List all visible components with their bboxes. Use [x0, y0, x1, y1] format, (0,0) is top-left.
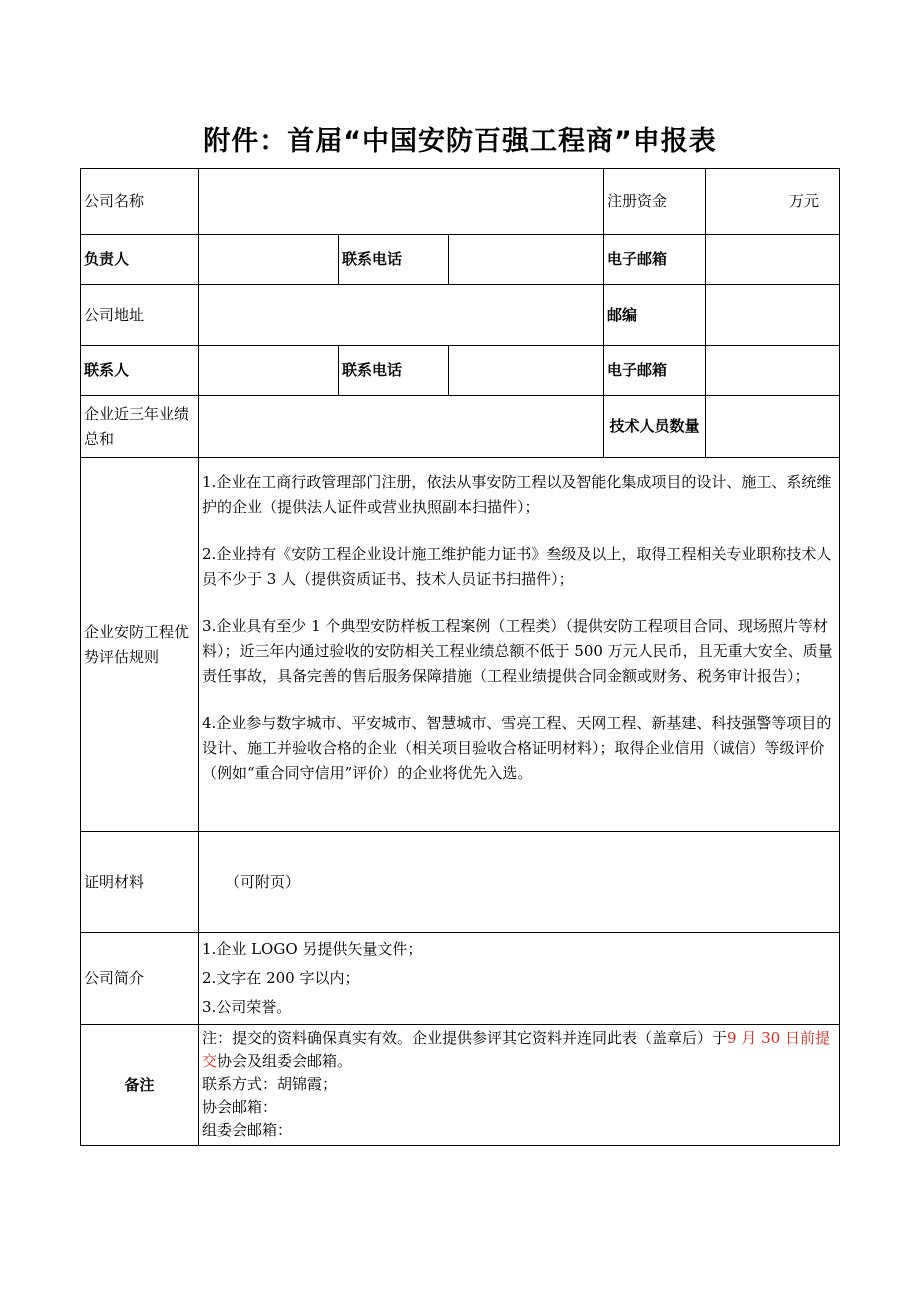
row-rules [81, 458, 840, 832]
contact-phone-label: 联系电话 [339, 346, 449, 396]
intro-content [199, 933, 840, 1025]
row-intro [81, 933, 840, 1025]
leader-label: 负责人 [81, 235, 199, 285]
rule-item: 2.企业持有《安防工程企业设计施工维护能力证书》叁级及以上，取得工程相关专业职称技术人员不少于 3 人（提供资质证书、技术人员证书扫描件）； [202, 545, 832, 588]
leader-email-label: 电子邮箱 [604, 235, 706, 285]
leader-phone-field[interactable] [449, 235, 604, 285]
contact-email-label: 电子邮箱 [604, 346, 706, 396]
notes-content [199, 1025, 840, 1146]
contact-email-field[interactable] [706, 346, 840, 396]
performance-field[interactable] [199, 396, 604, 458]
intro-item: 1.企业 LOGO 另提供矢量文件； [202, 940, 423, 958]
intro-label: 公司简介 [81, 933, 199, 1025]
company-name-label: 公司名称 [81, 169, 199, 235]
application-form [80, 168, 840, 1146]
row-proof [81, 832, 840, 933]
intro-item: 3.公司荣誉。 [202, 998, 292, 1016]
postcode-field[interactable] [706, 285, 840, 346]
rules-content [199, 458, 840, 832]
page-title: 附件：首届“中国安防百强工程商”申报表 [203, 126, 717, 157]
tech-staff-field[interactable] [706, 396, 840, 458]
proof-label: 证明材料 [81, 832, 199, 933]
notes-committee-email: 组委会邮箱： [202, 1121, 293, 1139]
address-field[interactable] [199, 285, 604, 346]
row-contact [81, 346, 840, 396]
row-address [81, 285, 840, 346]
notes-assoc-email: 协会邮箱： [202, 1098, 278, 1116]
intro-item: 2.文字在 200 字以内； [202, 969, 360, 987]
contact-field[interactable] [199, 346, 339, 396]
capital-unit: 万元 [789, 192, 820, 210]
capital-field[interactable] [706, 169, 840, 235]
contact-label: 联系人 [81, 346, 199, 396]
notes-text: 注：提交的资料确保真实有效。企业提供参评其它资料并连同此表（盖章后）于 [202, 1029, 728, 1047]
company-name-field[interactable] [199, 169, 604, 235]
proof-field[interactable] [199, 832, 840, 933]
leader-field[interactable] [199, 235, 339, 285]
rule-item: 4.企业参与数字城市、平安城市、智慧城市、雪亮工程、天网工程、新基建、科技强警等项目的设计、施工并验收合格的企业（相关项目验收合格证明材料）；取得企业信用（诚信）等级评价（例如“重合同守信用”评价）的企业将优先入选。 [202, 714, 832, 782]
notes-label: 备注 [81, 1025, 199, 1146]
capital-label: 注册资金 [604, 169, 706, 235]
postcode-label: 邮编 [604, 285, 706, 346]
leader-email-field[interactable] [706, 235, 840, 285]
leader-phone-label: 联系电话 [339, 235, 449, 285]
row-leader [81, 235, 840, 285]
rule-item: 1.企业在工商行政管理部门注册，依法从事安防工程以及智能化集成项目的设计、施工、系统维护的企业（提供法人证件或营业执照副本扫描件）； [202, 473, 832, 516]
rule-item: 3.企业具有至少 1 个典型安防样板工程案例（工程类）（提供安防工程项目合同、现场照片等材料）；近三年内通过验收的安防相关工程业绩总额不低于 500 万元人民币，且无重大安全、质量责任事故，具备完善的售后服务保障措施（工程业绩提供合同金额或财务、税务审计报告）； [202, 617, 833, 685]
row-performance [81, 396, 840, 458]
contact-phone-field[interactable] [449, 346, 604, 396]
address-label: 公司地址 [81, 285, 199, 346]
row-company-name [81, 169, 840, 235]
proof-note: （可附页） [225, 872, 301, 891]
rules-label: 企业安防工程优势评估规则 [81, 458, 199, 832]
notes-contact: 联系方式：胡锦霞； [202, 1075, 338, 1093]
notes-deadline [202, 1027, 836, 1073]
notes-text-tail: 协会及组委会邮箱。 [217, 1052, 353, 1070]
deadline-highlight: 9 月 30 日前提交 [202, 1029, 830, 1070]
performance-label: 企业近三年业绩总和 [81, 396, 199, 458]
tech-staff-label: 技术人员数量 [604, 396, 706, 458]
row-notes [81, 1025, 840, 1146]
